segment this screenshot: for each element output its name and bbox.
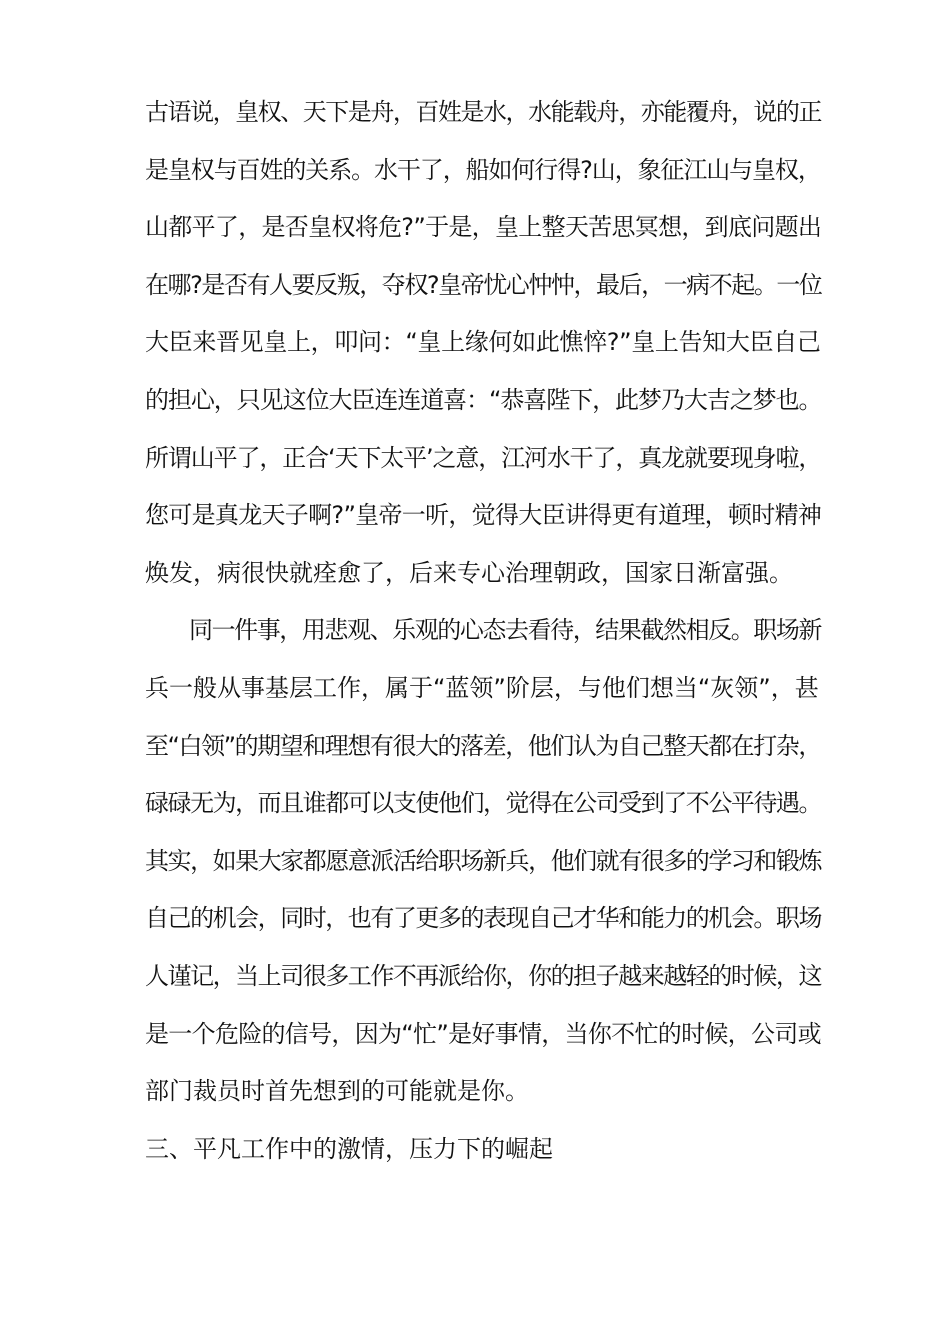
section-heading: 三、平凡工作中的激情，压力下的崛起	[145, 1134, 553, 1163]
text-line-indented: 同一件事，用悲观、乐观的心态去看待，结果截然相反。职场新	[189, 616, 821, 645]
text-line: 其实，如果大家都愿意派活给职场新兵，他们就有很多的学习和锻炼	[145, 846, 821, 875]
text-line: 焕发，病很快就痊愈了，后来专心治理朝政，国家日渐富强。	[145, 558, 793, 587]
text-line: 至“白领”的期望和理想有很大的落差，他们认为自己整天都在打杂，	[145, 731, 821, 760]
text-line: 碌碌无为，而且谁都可以支使他们，觉得在公司受到了不公平待遇。	[145, 789, 821, 818]
text-line: 古语说，皇权、天下是舟，百姓是水，水能载舟，亦能覆舟，说的正	[145, 98, 821, 126]
text-line: 自己的机会，同时，也有了更多的表现自己才华和能力的机会。职场	[145, 904, 821, 933]
text-line: 您可是真龙天子啊?”皇帝一听，觉得大臣讲得更有道理，顿时精神	[145, 501, 822, 530]
text-line: 部门裁员时首先想到的可能就是你。	[145, 1077, 529, 1106]
text-line: 山都平了，是否皇权将危?”于是，皇上整天苦思冥想，到底问题出	[145, 213, 822, 242]
text-line: 是一个危险的信号，因为“忙”是好事情，当你不忙的时候，公司或	[145, 1019, 821, 1048]
text-line: 所谓山平了，正合‘天下太平’之意，江河水干了，真龙就要现身啦，	[145, 443, 822, 472]
text-line: 兵一般从事基层工作，属于“蓝领”阶层，与他们想当“灰领”，甚	[145, 673, 819, 702]
body-text	[145, 84, 821, 1178]
text-line: 的担心，只见这位大臣连连道喜：“恭喜陛下，此梦乃大吉之梦也。	[145, 385, 822, 414]
text-line: 大臣来晋见皇上，叩问：“皇上缘何如此憔悴?”皇上告知大臣自己	[145, 328, 821, 357]
text-line: 人谨记，当上司很多工作不再派给你，你的担子越来越轻的时候，这	[145, 961, 821, 990]
text-line: 是皇权与百姓的关系。水干了，船如何行得?山，象征江山与皇权，	[145, 155, 821, 184]
text-line: 在哪?是否有人要反叛，夺权?皇帝忧心忡忡，最后，一病不起。一位	[145, 270, 822, 299]
